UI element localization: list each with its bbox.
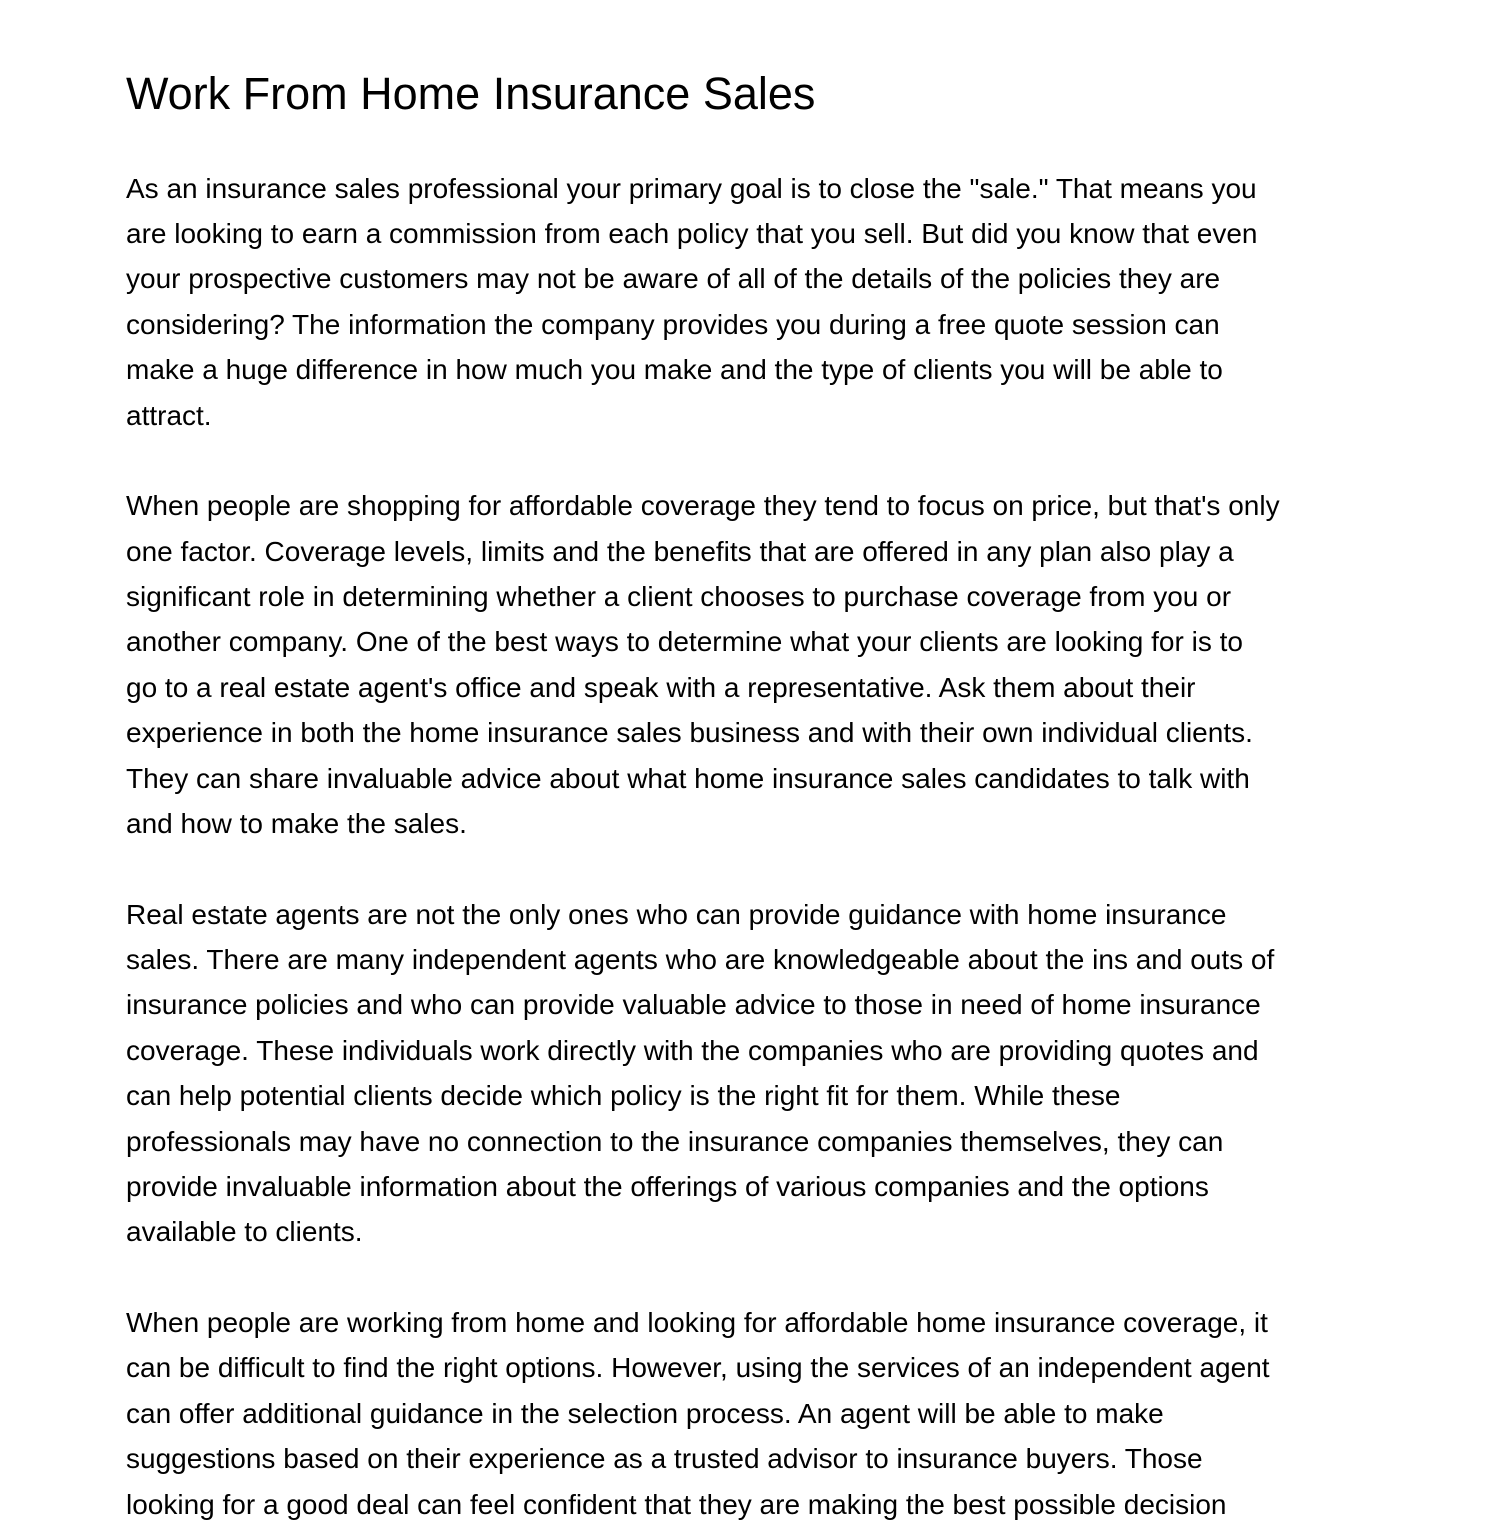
paragraph-4-line-4: suggestions based on their experience as a trusted advisor to insurance buyers. Those [126, 1443, 1203, 1474]
document-page [126, 0, 1386, 1520]
paragraph-3-line-5: can help potential clients decide which policy is the right fit for them. While these [126, 1080, 1121, 1111]
paragraph-4-line-3: can offer additional guidance in the selection process. An agent will be able to make [126, 1398, 1164, 1429]
paragraph-1-line-4: considering? The information the company provides you during a free quote session can [126, 309, 1220, 340]
paragraph-2-line-4: another company. One of the best ways to determine what your clients are looking for is to [126, 626, 1243, 657]
paragraph-2-line-1: When people are shopping for affordable coverage they tend to focus on price, but that's only [126, 490, 1280, 521]
paragraph-2-line-8: and how to make the sales. [126, 808, 467, 839]
paragraph-4-line-5: looking for a good deal can feel confident that they are making the best possible decision [126, 1489, 1227, 1520]
paragraph-2-line-5: go to a real estate agent's office and speak with a representative. Ask them about their [126, 672, 1196, 703]
paragraph-2-line-6: experience in both the home insurance sales business and with their own individual clients. [126, 717, 1253, 748]
paragraph-2-line-2: one factor. Coverage levels, limits and the benefits that are offered in any plan also play a [126, 536, 1234, 567]
paragraph-1-line-2: are looking to earn a commission from each policy that you sell. But did you know that even [126, 218, 1258, 249]
paragraph-2-line-3: significant role in determining whether a client chooses to purchase coverage from you or [126, 581, 1232, 612]
paragraph-3-line-1: Real estate agents are not the only ones who can provide guidance with home insurance [126, 899, 1227, 930]
paragraph-4-line-2: can be difficult to find the right options. However, using the services of an independent agent [126, 1352, 1270, 1383]
paragraph-3-line-4: coverage. These individuals work directly with the companies who are providing quotes and [126, 1035, 1259, 1066]
paragraph-3-line-3: insurance policies and who can provide valuable advice to those in need of home insurance [126, 989, 1261, 1020]
paragraph-3-line-2: sales. There are many independent agents who are knowledgeable about the ins and outs of [126, 944, 1275, 975]
paragraph-4-line-1: When people are working from home and looking for affordable home insurance coverage, it [126, 1307, 1268, 1338]
paragraph-3-line-7: provide invaluable information about the offerings of various companies and the options [126, 1171, 1209, 1202]
paragraph-1-line-1: As an insurance sales professional your primary goal is to close the "sale." That means you [126, 173, 1257, 204]
paragraph-3-line-6: professionals may have no connection to the insurance companies themselves, they can [126, 1126, 1224, 1157]
paragraph-3-line-8: available to clients. [126, 1216, 363, 1247]
paragraph-2-line-7: They can share invaluable advice about what home insurance sales candidates to talk with [126, 763, 1250, 794]
document-title: Work From Home Insurance Sales [126, 68, 816, 119]
paragraph-1-line-5: make a huge difference in how much you make and the type of clients you will be able to [126, 354, 1223, 385]
paragraph-1-line-6: attract. [126, 400, 212, 431]
paragraph-1-line-3: your prospective customers may not be aware of all of the details of the policies they are [126, 263, 1221, 294]
